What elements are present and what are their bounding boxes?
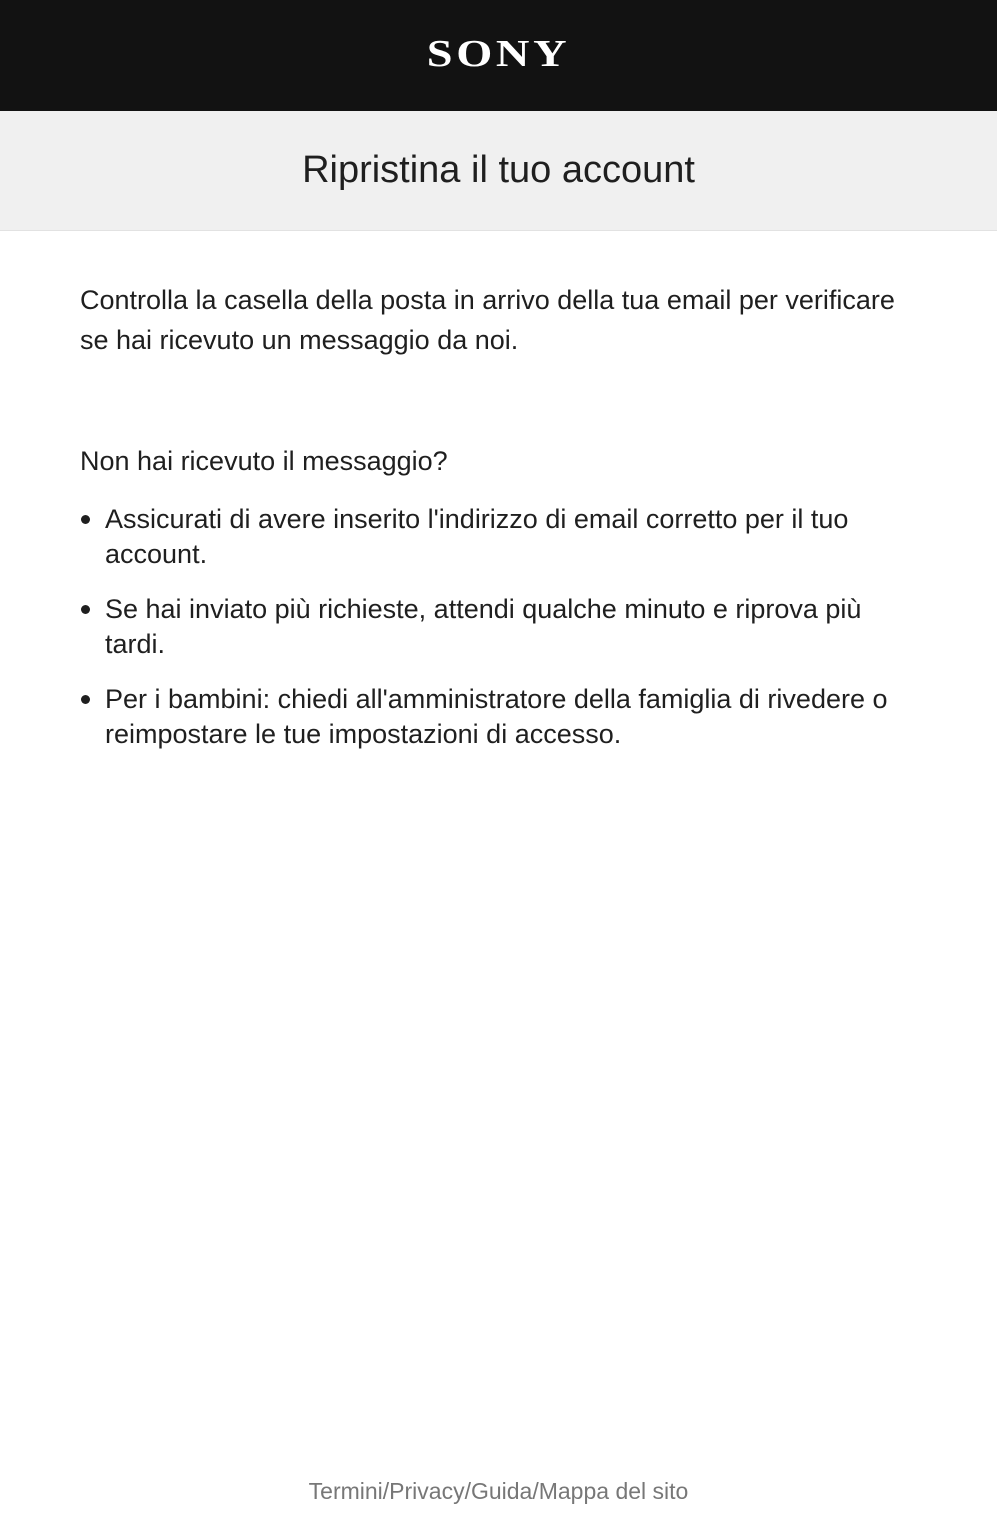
footer-separator: / <box>532 1478 539 1504</box>
tips-list <box>80 502 910 772</box>
bullet-icon <box>81 605 90 614</box>
list-item <box>80 682 910 752</box>
tip-text: Se hai inviato più richieste, attendi qualche minuto e riprova più tardi. <box>105 594 862 659</box>
footer-link-privacy[interactable]: Privacy <box>389 1478 465 1504</box>
tip-text: Assicurati di avere inserito l'indirizzo di email corretto per il tuo account. <box>105 504 849 569</box>
footer-link-sitemap[interactable]: Mappa del sito <box>538 1478 689 1504</box>
footer-link-help[interactable]: Guida <box>470 1478 533 1504</box>
title-bar <box>0 111 997 231</box>
page-title: Ripristina il tuo account <box>302 149 695 191</box>
intro-block <box>80 280 910 360</box>
tip-text: Per i bambini: chiedi all'amministratore della famiglia di rivedere o reimpostare le tue impostazioni di accesso. <box>105 684 888 749</box>
list-item <box>80 502 910 572</box>
sony-logo: SONY <box>426 33 571 75</box>
bullet-icon <box>81 515 90 524</box>
question-text: Non hai ricevuto il messaggio? <box>80 446 448 476</box>
footer-separator: / <box>464 1478 471 1504</box>
top-bar <box>0 0 997 111</box>
intro-text: Controlla la casella della posta in arrivo della tua email per verificare se hai ricevuto un messaggio da noi. <box>80 285 895 355</box>
footer-link-terms[interactable]: Termini <box>308 1478 383 1504</box>
bullet-icon <box>81 695 90 704</box>
list-item <box>80 592 910 662</box>
footer-separator: / <box>382 1478 390 1504</box>
footer <box>0 1476 997 1506</box>
